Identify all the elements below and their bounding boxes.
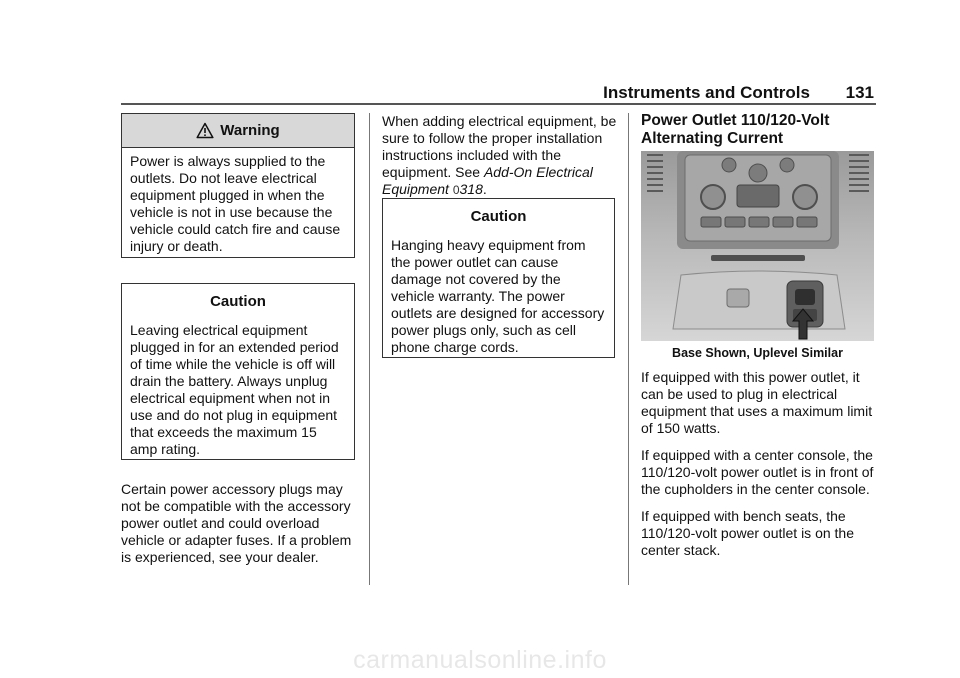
outlet-paragraph-2: If equipped with a center console, the 110/120-volt power outlet is in front of the cupholders in the center console. xyxy=(641,447,874,497)
page-reference-arrow-icon: 0 xyxy=(452,183,460,197)
warning-box xyxy=(121,113,355,258)
outlet-paragraph-1: If equipped with this power outlet, it can be used to plug in electrical equipment that uses a maximum limit of 150 watts. xyxy=(641,369,873,436)
warning-header xyxy=(122,114,354,148)
sentence-end: . xyxy=(482,181,487,197)
page-header xyxy=(121,83,876,103)
watermark: carmanualsonline.info xyxy=(353,646,607,674)
caution-title-1: Caution xyxy=(210,293,266,310)
add-on-intro-text: When adding electrical equipment, be sure to follow the proper installation instructions included with the equipment. See xyxy=(382,113,617,180)
caution-box-1 xyxy=(121,283,355,460)
compatibility-paragraph: Certain power accessory plugs may not be compatible with the accessory power outlet and could overload vehicle or adapter fuses. If a problem is experienced, see your dealer. xyxy=(121,481,352,565)
page-number: 131 xyxy=(845,83,874,102)
add-on-electrical-equipment-link[interactable]: Add-On Electrical Equipment xyxy=(382,164,593,197)
add-on-equipment-paragraph xyxy=(382,113,622,199)
outlet-paragraph-3: If equipped with bench seats, the 110/120-volt power outlet is on the center stack. xyxy=(641,508,854,558)
page-reference[interactable]: 318 xyxy=(459,181,483,197)
warning-title: Warning xyxy=(220,122,280,139)
power-outlet-photo xyxy=(641,151,874,341)
caution-text-2: Hanging heavy equipment from the power outlet can cause damage not covered by the vehicle warranty. The power outlets are designed for accessory power plugs only, such as cell phone charge cords. xyxy=(391,237,605,355)
section-heading: Power Outlet 110/120-Volt Alternating Current xyxy=(641,112,830,147)
header-rule xyxy=(121,103,876,105)
caution-box-2 xyxy=(382,198,615,358)
warning-triangle-icon xyxy=(196,122,214,139)
figure-caption: Base Shown, Uplevel Similar xyxy=(672,346,843,360)
column-divider-2 xyxy=(628,113,629,585)
caution-text-1: Leaving electrical equipment plugged in for an extended period of time while the vehicle is off will drain the battery. Always unplug electrical equipment when not in use and do not plug in equipment that exceeds the maximum 15 amp rating. xyxy=(130,322,339,457)
section-title: Instruments and Controls xyxy=(603,83,810,102)
warning-text: Power is always supplied to the outlets. Do not leave electrical equipment plugged in when the vehicle is not in use because the vehicle could catch fire and cause injury or death. xyxy=(130,153,341,254)
caution-title-2: Caution xyxy=(470,208,527,225)
column-divider-1 xyxy=(369,113,370,585)
